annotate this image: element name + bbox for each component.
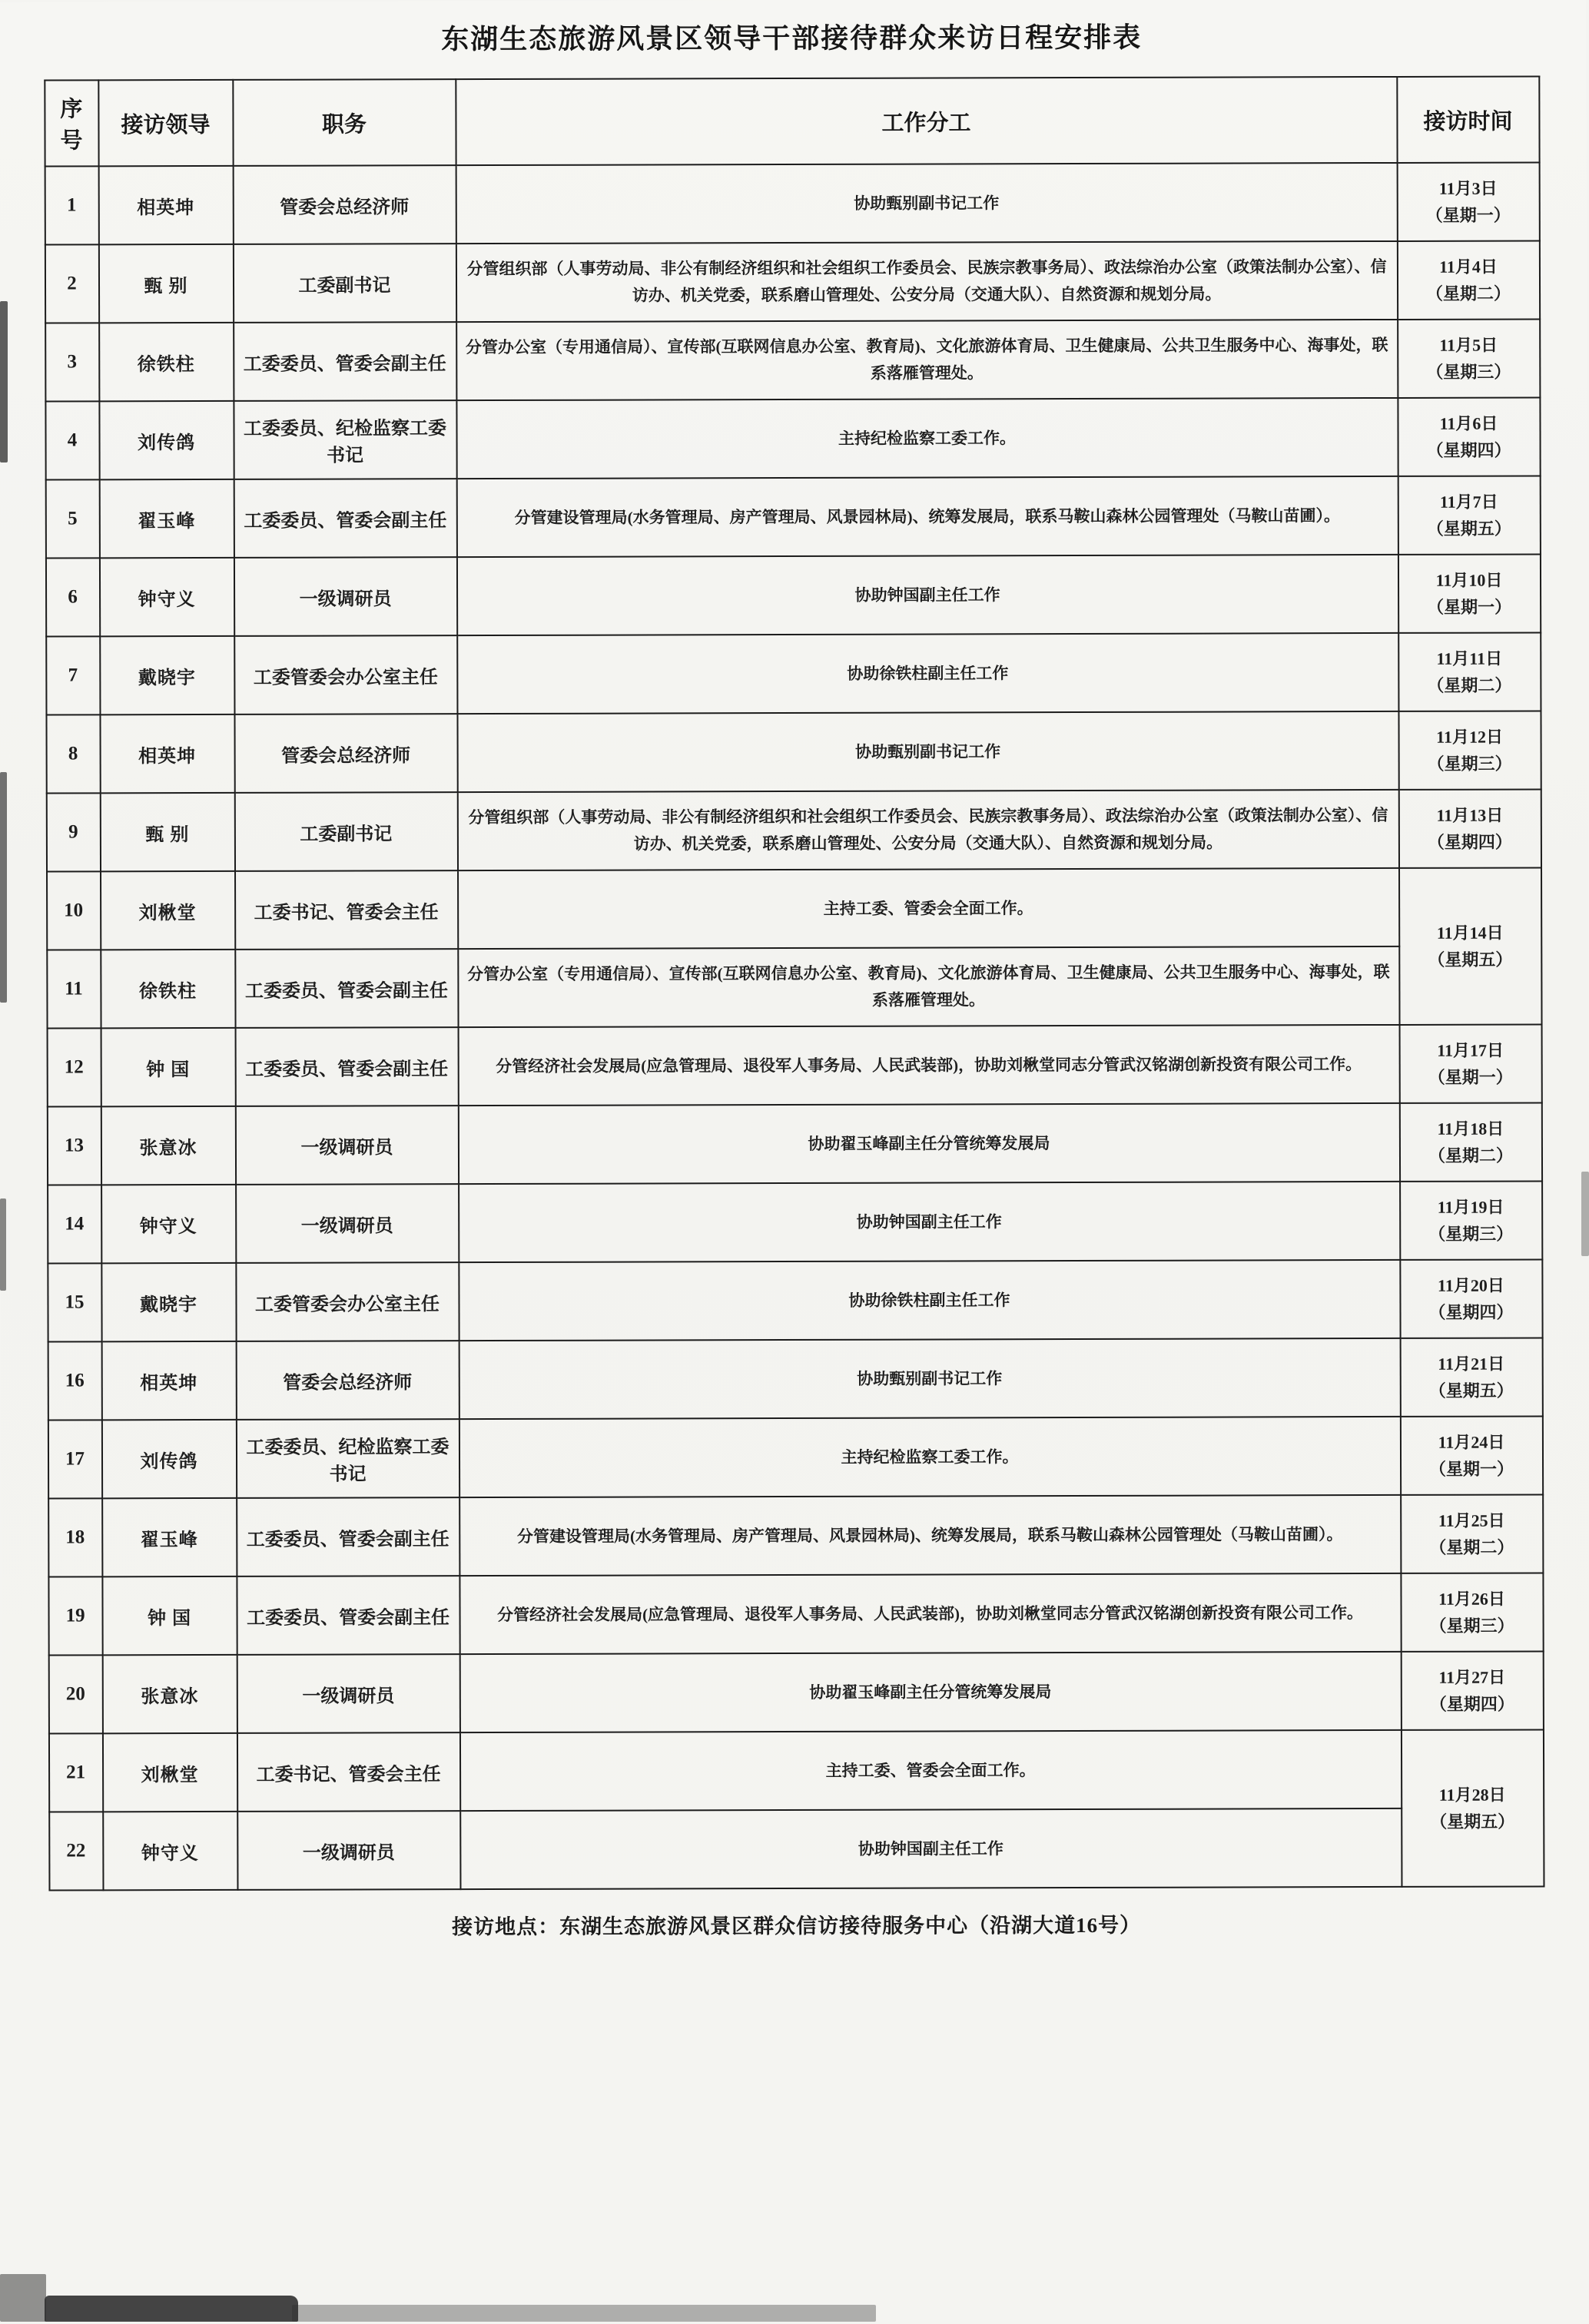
cell-leader: 戴晓宇 (101, 1263, 236, 1341)
scan-artifact (0, 772, 7, 1003)
table-row (45, 397, 1540, 479)
visit-weekday: （星期五） (1426, 519, 1511, 539)
cell-leader: 刘楸堂 (101, 871, 235, 950)
cell-leader: 张意冰 (102, 1655, 237, 1733)
visit-date: 11月25日 (1438, 1510, 1505, 1530)
visit-date: 11月14日 (1436, 923, 1504, 943)
cell-no: 2 (45, 244, 98, 323)
cell-duty: 分管办公室（专用通信局）、宣传部(互联网信息办公室、教育局)、文化旅游体育局、卫生健康局、公共卫生服务中心、海事处，联系落雁管理处。 (458, 947, 1399, 1027)
cell-no: 13 (47, 1106, 101, 1185)
table-row (45, 162, 1539, 244)
cell-no: 5 (45, 479, 99, 558)
table-row (48, 1338, 1542, 1420)
cell-no: 19 (48, 1576, 102, 1655)
cell-time (1400, 1259, 1542, 1338)
cell-position: 工委委员、管委会副主任 (235, 1027, 458, 1106)
cell-position: 工委管委会办公室主任 (234, 635, 457, 714)
cell-position: 一级调研员 (237, 1654, 459, 1733)
cell-leader: 甄 别 (100, 793, 234, 871)
visit-date: 11月27日 (1438, 1667, 1506, 1687)
cell-position: 管委会总经济师 (234, 714, 457, 793)
table-row (45, 554, 1540, 636)
cell-position: 一级调研员 (234, 557, 456, 636)
cell-leader: 甄 别 (98, 244, 233, 323)
cell-no: 7 (46, 636, 100, 714)
cell-no: 21 (48, 1733, 102, 1812)
cell-time (1398, 476, 1540, 554)
cell-time (1397, 162, 1539, 240)
table-row (46, 789, 1541, 871)
cell-leader: 翟玉峰 (99, 479, 234, 558)
cell-duty: 分管经济社会发展局(应急管理局、退役军人事务局、人民武装部)，协助刘楸堂同志分管武汉铭湖创新投资有限公司工作。 (458, 1025, 1399, 1106)
cell-no: 1 (45, 166, 98, 244)
cell-position: 工委书记、管委会主任 (235, 870, 458, 950)
cell-duty: 主持纪检监察工委工作。 (459, 1417, 1400, 1497)
scan-artifact (0, 1198, 6, 1291)
cell-position: 一级调研员 (236, 1184, 459, 1263)
cell-leader: 钟守义 (101, 1185, 236, 1263)
cell-no: 9 (46, 793, 100, 871)
cell-position: 工委委员、管委会副主任 (234, 322, 456, 401)
cell-no: 16 (48, 1341, 101, 1420)
header-time: 接访时间 (1397, 76, 1539, 162)
cell-leader: 钟守义 (99, 558, 234, 636)
table-row (47, 946, 1541, 1028)
cell-no: 10 (47, 871, 101, 950)
cell-leader: 钟 国 (102, 1576, 237, 1655)
schedule-table-body (45, 162, 1544, 1890)
cell-leader: 相英坤 (100, 714, 234, 793)
cell-time (1398, 397, 1540, 476)
visit-date: 11月5日 (1439, 335, 1498, 355)
visit-date: 11月24日 (1438, 1432, 1505, 1452)
table-row (47, 1102, 1541, 1185)
cell-position: 工委管委会办公室主任 (236, 1262, 459, 1341)
cell-duty: 主持工委、管委会全面工作。 (459, 1730, 1401, 1811)
cell-position: 管委会总经济师 (233, 165, 456, 244)
cell-time (1400, 1338, 1542, 1416)
cell-position: 工委副书记 (233, 244, 456, 323)
cell-leader: 戴晓宇 (100, 636, 234, 714)
visit-weekday: （星期一） (1429, 1459, 1514, 1479)
cell-position: 管委会总经济师 (236, 1341, 459, 1420)
cell-time (1400, 1416, 1542, 1494)
visit-weekday: （星期二） (1427, 675, 1512, 695)
table-row (48, 1416, 1542, 1498)
visit-date: 11月19日 (1437, 1197, 1504, 1217)
cell-duty: 协助徐铁柱副主任工作 (459, 1260, 1400, 1341)
visit-weekday: （星期一） (1427, 597, 1512, 617)
cell-time (1401, 1573, 1543, 1651)
visit-date: 11月7日 (1439, 492, 1498, 512)
header-duty: 工作分工 (456, 77, 1397, 165)
scan-artifact (0, 2274, 46, 2322)
cell-position: 工委委员、纪检监察工委书记 (236, 1419, 459, 1498)
cell-duty: 协助钟国副主任工作 (459, 1182, 1400, 1262)
cell-duty: 协助甄别副书记工作 (456, 163, 1397, 244)
visit-weekday: （星期五） (1428, 950, 1513, 970)
cell-no: 6 (45, 558, 99, 636)
cell-duty: 协助甄别副书记工作 (457, 711, 1398, 792)
cell-duty: 协助徐铁柱副主任工作 (457, 633, 1398, 714)
cell-leader: 钟 国 (101, 1028, 235, 1106)
cell-position: 工委委员、管委会副主任 (237, 1497, 459, 1576)
cell-leader: 翟玉峰 (102, 1498, 237, 1576)
cell-position: 一级调研员 (235, 1106, 458, 1185)
cell-position: 工委委员、管委会副主任 (234, 479, 456, 558)
visit-weekday: （星期三） (1427, 754, 1512, 774)
cell-position: 工委委员、纪检监察工委书记 (234, 400, 456, 479)
cell-leader: 张意冰 (101, 1106, 235, 1185)
visit-date: 11月18日 (1437, 1119, 1504, 1139)
cell-duty: 分管建设管理局(水务管理局、房产管理局、风景园林局)、统筹发展局，联系马鞍山森林公园管理处（马鞍山苗圃）。 (459, 1495, 1401, 1576)
cell-time (1401, 1729, 1544, 1886)
visit-date: 11月28日 (1438, 1785, 1506, 1805)
cell-duty: 分管经济社会发展局(应急管理局、退役军人事务局、人民武装部)，协助刘楸堂同志分管武汉铭湖创新投资有限公司工作。 (459, 1573, 1401, 1654)
visit-date: 11月6日 (1439, 413, 1498, 433)
table-row (46, 632, 1541, 714)
visit-date: 11月3日 (1438, 178, 1498, 198)
cell-time (1399, 1024, 1541, 1102)
visit-date: 11月13日 (1436, 805, 1504, 825)
table-row (49, 1808, 1544, 1890)
table-header-row (45, 76, 1539, 166)
table-row (45, 240, 1539, 323)
cell-position: 一级调研员 (237, 1811, 460, 1890)
visit-location-note: 接访地点：东湖生态旅游风景区群众信访接待服务中心（沿湖大道16号） (452, 1913, 1142, 1939)
visit-date: 11月12日 (1436, 727, 1503, 747)
table-row (45, 319, 1540, 401)
table-row (48, 1494, 1543, 1576)
visit-weekday: （星期三） (1428, 1224, 1514, 1244)
cell-time (1397, 240, 1539, 319)
cell-no: 20 (48, 1655, 102, 1733)
visit-weekday: （星期五） (1428, 1381, 1514, 1401)
table-row (46, 711, 1541, 793)
visit-weekday: （星期四） (1427, 832, 1512, 852)
cell-no: 17 (48, 1420, 101, 1498)
table-row (48, 1729, 1543, 1812)
cell-duty: 协助翟玉峰副主任分管统筹发展局 (458, 1103, 1399, 1184)
table-row (48, 1259, 1542, 1341)
cell-no: 15 (48, 1263, 101, 1341)
cell-time (1398, 632, 1541, 711)
header-leader: 接访领导 (98, 80, 233, 166)
header-no: 序号 (45, 80, 98, 166)
visit-weekday: （星期二） (1425, 283, 1511, 303)
cell-leader: 刘传鸽 (99, 401, 234, 479)
cell-duty: 分管办公室（专用通信局）、宣传部(互联网信息办公室、教育局)、文化旅游体育局、卫生健康局、公共卫生服务中心、海事处，联系落雁管理处。 (456, 320, 1398, 400)
scan-artifact (1581, 1172, 1589, 1256)
cell-time (1398, 711, 1541, 789)
cell-duty: 协助翟玉峰副主任分管统筹发展局 (459, 1652, 1401, 1732)
table-row (47, 1024, 1541, 1106)
page-title: 东湖生态旅游风景区领导干部接待群众来访日程安排表 (441, 22, 1143, 55)
visit-weekday: （星期四） (1426, 440, 1511, 460)
header-position: 职务 (233, 79, 456, 166)
cell-no: 8 (46, 714, 100, 793)
scan-artifact (45, 2296, 298, 2322)
visit-weekday: （星期三） (1426, 362, 1511, 382)
cell-no: 4 (45, 401, 99, 479)
cell-leader: 相英坤 (101, 1341, 236, 1420)
visit-weekday: （星期五） (1430, 1812, 1515, 1832)
visit-weekday: （星期一） (1428, 1067, 1513, 1087)
cell-duty: 协助钟国副主任工作 (460, 1808, 1402, 1889)
visit-date: 11月11日 (1436, 648, 1503, 668)
cell-position: 工委委员、管委会副主任 (237, 1576, 459, 1655)
cell-time (1401, 1494, 1543, 1573)
cell-duty: 协助钟国副主任工作 (456, 555, 1398, 635)
cell-no: 3 (45, 323, 99, 401)
cell-duty: 主持工委、管委会全面工作。 (458, 868, 1399, 949)
cell-time (1399, 867, 1542, 1024)
cell-leader: 刘楸堂 (102, 1733, 237, 1812)
cell-leader: 徐铁柱 (99, 323, 234, 401)
table-row (48, 1181, 1542, 1263)
cell-no: 18 (48, 1498, 102, 1576)
cell-time (1398, 554, 1540, 632)
cell-position: 工委委员、管委会副主任 (235, 949, 458, 1028)
visit-weekday: （星期二） (1429, 1537, 1514, 1557)
table-row (45, 476, 1540, 558)
visit-date: 11月26日 (1438, 1589, 1505, 1609)
cell-no: 14 (48, 1185, 101, 1263)
visit-date: 11月17日 (1437, 1040, 1504, 1060)
scan-artifact (0, 301, 8, 462)
cell-duty: 分管组织部（人事劳动局、非公有制经济组织和社会组织工作委员会、民族宗教事务局）、政法综治办公室（政策法制办公室）、信访办、机关党委，联系磨山管理处、公安分局（交通大队）、自然资源和规划分局。 (457, 790, 1398, 870)
cell-time (1398, 789, 1541, 867)
cell-time (1401, 1651, 1543, 1729)
cell-no: 12 (47, 1028, 101, 1106)
visit-weekday: （星期三） (1429, 1616, 1514, 1636)
visit-date: 11月21日 (1438, 1354, 1505, 1374)
visit-weekday: （星期二） (1428, 1145, 1514, 1165)
cell-time (1400, 1181, 1542, 1259)
scan-artifact (292, 2305, 876, 2322)
cell-leader: 徐铁柱 (101, 950, 235, 1028)
visit-date: 11月4日 (1439, 257, 1498, 277)
visit-date: 11月20日 (1437, 1275, 1504, 1295)
cell-position: 工委副书记 (234, 792, 457, 871)
cell-position: 工委书记、管委会主任 (237, 1732, 459, 1812)
cell-leader: 钟守义 (103, 1812, 237, 1890)
table-row (48, 1651, 1543, 1733)
table-row (48, 1573, 1543, 1655)
visit-weekday: （星期四） (1429, 1694, 1514, 1714)
table-row (47, 867, 1541, 950)
schedule-table (44, 75, 1544, 1891)
visit-weekday: （星期一） (1425, 205, 1511, 225)
cell-no: 22 (49, 1812, 103, 1890)
cell-no: 11 (47, 950, 101, 1028)
visit-date: 11月10日 (1435, 570, 1503, 590)
cell-duty: 分管组织部（人事劳动局、非公有制经济组织和社会组织工作委员会、民族宗教事务局）、政法综治办公室（政策法制办公室）、信访办、机关党委，联系磨山管理处、公安分局（交通大队）、自然资源和规划分局。 (456, 241, 1397, 322)
cell-time (1398, 319, 1540, 397)
cell-duty: 分管建设管理局(水务管理局、房产管理局、风景园林局)、统筹发展局，联系马鞍山森林公园管理处（马鞍山苗圃）。 (456, 476, 1398, 557)
cell-time (1399, 1102, 1541, 1181)
cell-leader: 刘传鸽 (101, 1420, 236, 1498)
visit-weekday: （星期四） (1428, 1302, 1514, 1322)
cell-duty: 主持纪检监察工委工作。 (456, 398, 1398, 479)
cell-leader: 相英坤 (98, 166, 233, 244)
cell-duty: 协助甄别副书记工作 (459, 1338, 1400, 1419)
